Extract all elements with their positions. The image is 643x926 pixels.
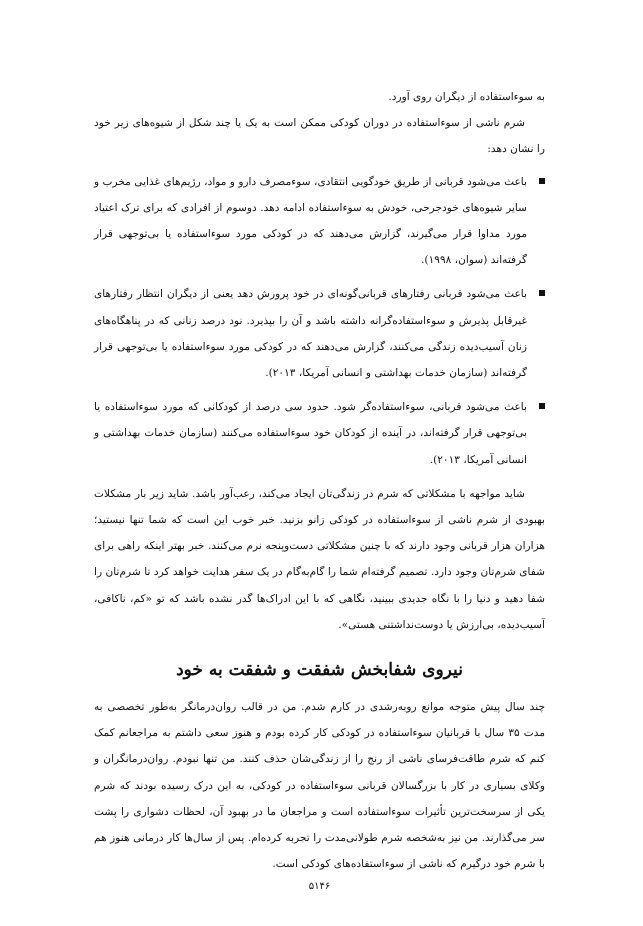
bullet-text: باعث می‌شود قربانی از طریق خودگویی انتقادی، سوءمصرف دارو و مواد، رژیم‌های غذایی مخرب و سایر شیوه‌های خودجرحی، خودش به سوءاستفاده ادامه دهد. دوسوم از افرادی که برای ترک اعتیاد مورد مداوا قرار می‌گیرند، گزارش می‌دهند که در کودکی مورد سوءاستفاده یا بی‌توجهی قرار گرفته‌اند (سوان، ۱۹۹۸). [94, 175, 527, 267]
bullet-list [94, 169, 545, 473]
bullet-item [94, 169, 545, 274]
bullet-text: باعث می‌شود قربانی رفتارهای قربانی‌گونه‌ای در خود پرورش دهد یعنی از دیگران انتظار رفتارهای غیرقابل پذیرش و سوءاستفاده‌گرانه داشته باشد و آن را بپذیرد. نود درصد زنانی که در پناهگاه‌های زنان آسیب‌دیده زندگی می‌کنند، گزارش می‌دهند که در کودکی مورد سوءاستفاده یا بی‌توجهی قرار گرفته‌اند (سازمان خدمات بهداشتی و انسانی آمریکا، ۲۰۱۳). [94, 288, 527, 380]
paragraph-body: چند سال پیش متوجه موانع روبه‌رشدی در کارم شدم. من در قالب روان‌درمانگر به‌طور تخصصی به مدت ۳۵ سال با قربانیان سوءاستفاده در کودکی کار کرده بودم و هنوز سعی داشتم به مراجعانم کمک کنم که شرم طاقت‌فرسای ناشی از رنج را از زندگی‌شان حذف کنند. من تنها نبودم. روان‌درمانگران و وکلای بسیاری در کار با بزرگسالان قربانی سوءاستفاده در کودکی، به این درک رسیده بودند که شرم یکی از سرسخت‌ترین تأثیرات سوءاستفاده است و مراجعان ما در بهبود آن، لحظات دشواری را پشت سر می‌گذارند. من نیز به‌شخصه شرم طولانی‌مدت را تجربه کرده‌ام. پس از سال‌ها کار درمانی هنوز هم با شرم خود درگیرم که ناشی از سوءاستفاده‌های کودکی است. [94, 701, 545, 871]
bullet-text: باعث می‌شود قربانی، سوءاستفاده‌گر شود. حدود سی درصد از کودکانی که مورد سوءاستفاده یا بی‌توجهی قرار گرفته‌اند، در آینده از کودکان خود سوءاستفاده می‌کنند (سازمان خدمات بهداشتی و انسانی آمریکا، ۲۰۱۳). [94, 401, 527, 466]
square-bullet-icon [539, 178, 545, 184]
bullet-item [94, 394, 545, 473]
square-bullet-icon [539, 290, 545, 296]
bullet-item [94, 281, 545, 386]
section-heading: نیروی شفابخش شفقت و شفقت به خود [176, 660, 463, 681]
page-number: ۵۱۴۶ [308, 881, 331, 893]
paragraph-intro: شرم ناشی از سوءاستفاده در دوران کودکی ممکن است به یک یا چند شکل از شیوه‌های زیر خود را نشان دهد: [94, 117, 545, 156]
paragraph-continuation: به سوءاستفاده از دیگران روی آورد. [388, 91, 545, 103]
square-bullet-icon [539, 403, 545, 409]
paragraph-body: شاید مواجهه با مشکلاتی که شرم در زندگی‌تان ایجاد می‌کند، رعب‌آور باشد. شاید زیر بار مشکلات بهبودی از شرم ناشی از سوءاستفاده در کودکی زانو بزنید. خبر خوب این است که شما تنها نیستید؛ هزاران هزار قربانی وجود دارند که با چنین مشکلاتی دست‌وپنجه نرم می‌کنند. خبر بهتر اینکه راهی برای شفای شرم‌تان وجود دارد. تصمیم‌ گرفته‌ام شما را گام‌به‌گام در یک سفر هدایت خواهد کرد تا شرم‌تان را شفا دهید و دنیا را با نگاه جدیدی ببینید، نگاهی که با این ادراک‌ها گدر نشده باشد که تو «کم، ناکافی، آسیب‌دیده، بی‌ارزش یا دوست‌نداشتنی هستی». [94, 487, 545, 631]
